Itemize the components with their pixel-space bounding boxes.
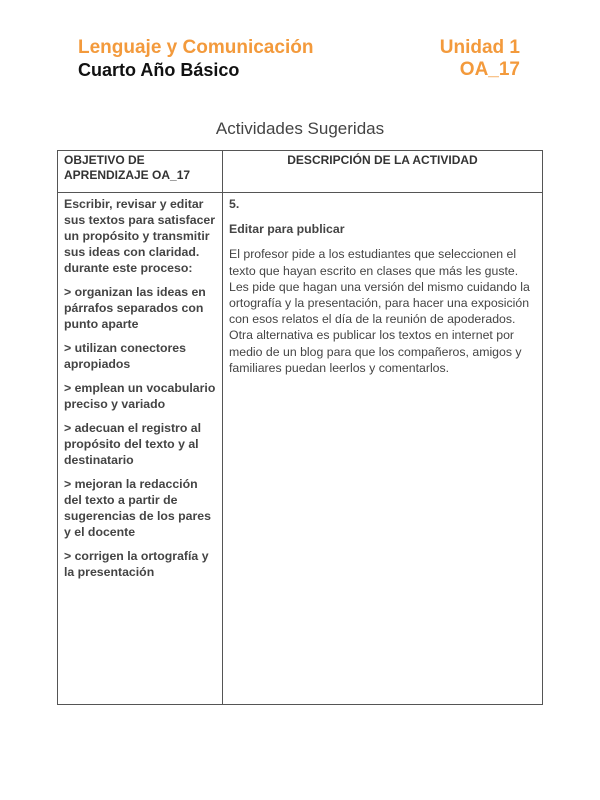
table-row: [58, 193, 543, 705]
header-left: [78, 37, 313, 81]
activity-description: El profesor pide a los estudiantes que seleccionen el texto que hayan escrito en clases que más les guste. Les pide que hagan una versión del mismo cuidando la ortografía y la presentación, para hacer una exposición con esos relatos el día de la reunión de apoderados. Otra alternativa es publicar los textos en internet por medio de un blog para que los compañeros, amigos y familiares puedan leerlos y comentarlos.: [229, 247, 530, 375]
unit-label: Unidad 1: [439, 37, 520, 58]
activities-table: [57, 150, 543, 705]
objective-item: > adecuan el registro al propósito del texto y al destinatario: [64, 421, 202, 467]
objective-header: OBJETIVO DE APRENDIZAJE OA_17: [58, 151, 223, 193]
activity-title: Editar para publicar: [229, 222, 345, 237]
table-header-row: [58, 151, 543, 193]
objective-item: > organizan las ideas en párrafos separados con punto aparte: [64, 285, 206, 331]
header-right: [440, 37, 520, 81]
objective-item: > mejoran la redacción del texto a partir de sugerencias de los pares y el docente: [64, 477, 211, 539]
oa-label: OA_17: [459, 59, 520, 80]
objective-item: > emplean un vocabulario preciso y variado: [64, 381, 216, 411]
activity-number: 5.: [229, 197, 240, 211]
objective-intro: Escribir, revisar y editar sus textos para satisfacer un propósito y transmitir sus ideas con claridad. durante este proceso:: [64, 197, 216, 275]
grade-title: Cuarto Año Básico: [78, 60, 240, 80]
subject-title: Lenguaje y Comunicación: [78, 37, 314, 58]
page-title: Actividades Sugeridas: [215, 119, 385, 138]
objective-item: > utilizan conectores apropiados: [64, 341, 186, 371]
objective-cell: [58, 193, 223, 705]
objective-item: > corrigen la ortografía y la presentación: [64, 549, 209, 579]
description-header: DESCRIPCIÓN DE LA ACTIVIDAD: [223, 151, 543, 193]
activity-cell: [223, 193, 543, 705]
